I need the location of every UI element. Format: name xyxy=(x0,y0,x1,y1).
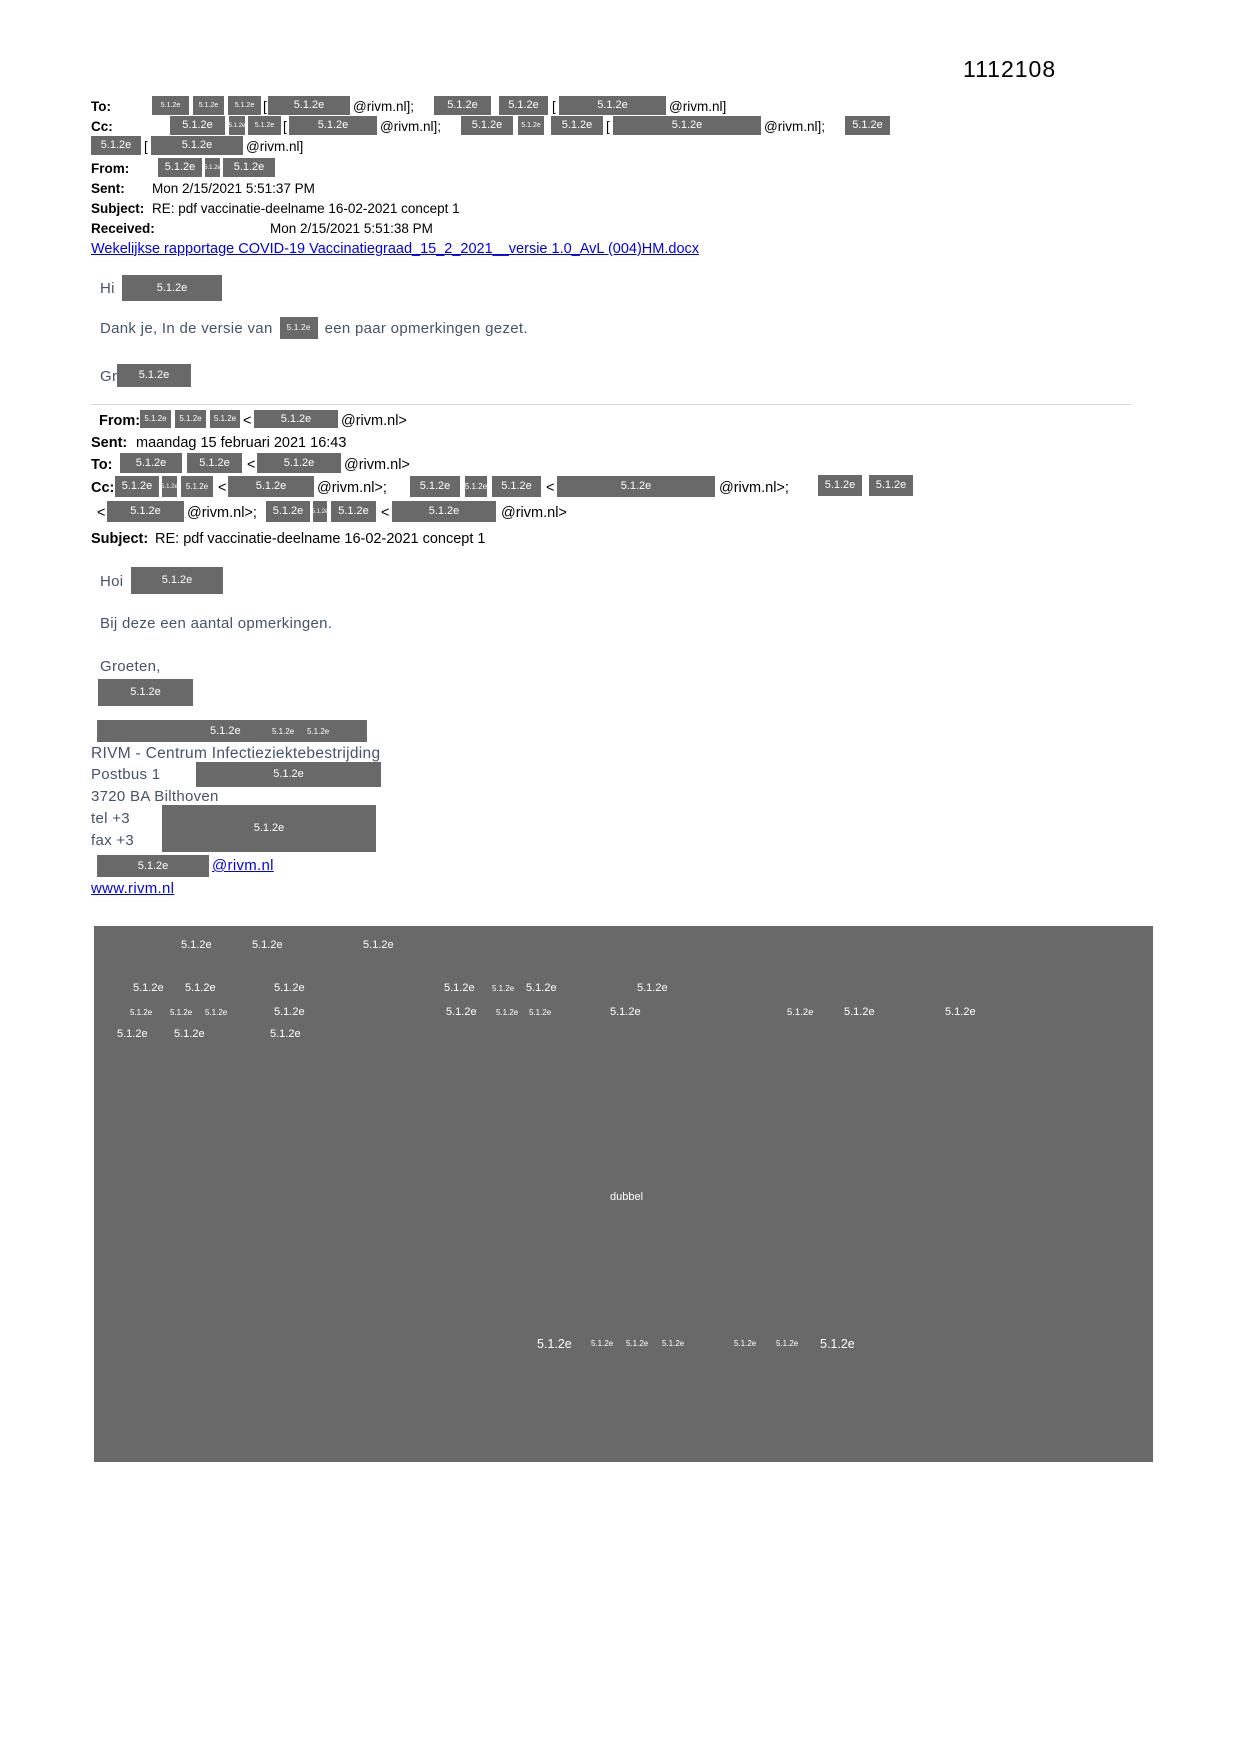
redaction-label: 5.1.2e xyxy=(637,982,668,994)
redaction-box: 5.1.2e xyxy=(158,158,202,177)
redaction-box: 5.1.2e xyxy=(869,475,913,496)
redaction-box: 5.1.2e xyxy=(107,501,184,522)
bracket: [ xyxy=(144,139,148,154)
redaction-label: 5.1.2e xyxy=(274,982,305,994)
redaction-box: 5.1.2e xyxy=(331,501,376,522)
redaction-box: 5.1.2e xyxy=(140,410,171,428)
redaction-label: 5.1.2e xyxy=(945,1006,976,1018)
bracket: [ xyxy=(552,99,556,114)
redaction-box: 5.1.2e xyxy=(228,476,314,497)
divider xyxy=(91,404,1131,405)
redaction-label: 5.1.2e xyxy=(787,1007,814,1018)
rivm-domain: @rivm.nl]; xyxy=(353,99,414,114)
angle-open: < xyxy=(247,457,256,473)
redaction-box: 5.1.2e xyxy=(98,679,193,706)
redaction-label: 5.1.2e xyxy=(117,1028,148,1040)
redaction-label: 5.1.2e xyxy=(591,1339,614,1348)
redaction-label: 5.1.2e xyxy=(270,1028,301,1040)
bracket: [ xyxy=(263,99,267,114)
redaction-box: 5.1.2e xyxy=(392,501,496,522)
redaction-box: 5.1.2e xyxy=(187,453,242,473)
signoff-text: Gr xyxy=(100,368,118,385)
redaction-box: 5.1.2e xyxy=(210,410,240,428)
redaction-label: 5.1.2e xyxy=(537,1337,572,1351)
redaction-box: 5.1.2e xyxy=(162,476,177,497)
redaction-box: 5.1.2e xyxy=(613,116,761,135)
quoted-from-label: From: xyxy=(99,413,141,429)
redaction-box: 5.1.2e xyxy=(266,501,310,522)
quoted-subject-value: RE: pdf vaccinatie-deelname 16-02-2021 concept 1 xyxy=(155,531,486,547)
rivm-domain: @rivm.nl>; xyxy=(719,480,789,496)
angle-open: < xyxy=(546,480,555,496)
to-label: To: xyxy=(91,99,111,114)
redaction-box xyxy=(97,720,367,742)
redaction-label: 5.1.2e xyxy=(492,984,515,993)
redaction-box: 5.1.2e xyxy=(181,476,213,497)
rivm-domain: @rivm.nl> xyxy=(344,457,410,473)
rivm-domain: @rivm.nl]; xyxy=(380,119,441,134)
email-link[interactable]: @rivm.nl xyxy=(212,857,274,874)
address-line: Postbus 1 xyxy=(91,766,161,783)
rivm-domain: @rivm.nl> xyxy=(341,413,407,429)
redaction-box: 5.1.2e xyxy=(551,116,603,135)
bracket: [ xyxy=(283,119,287,134)
redaction-label: 5.1.2e xyxy=(444,982,475,994)
quoted-to-label: To: xyxy=(91,457,113,473)
redaction-box: 5.1.2e xyxy=(131,567,223,594)
redaction-box: 5.1.2e xyxy=(499,96,548,115)
body-text: Bij deze een aantal opmerkingen. xyxy=(100,615,333,632)
redaction-box: 5.1.2e xyxy=(818,475,862,496)
from-label: From: xyxy=(91,161,130,176)
org-name: RIVM - Centrum Infectieziektebestrijding xyxy=(91,745,381,762)
redaction-label: 5.1.2e xyxy=(662,1339,685,1348)
received-label: Received: xyxy=(91,221,155,236)
dubbel-note: dubbel xyxy=(610,1191,644,1203)
rivm-domain: @rivm.nl]; xyxy=(764,119,825,134)
redaction-label: 5.1.2e xyxy=(363,939,394,951)
greeting-text: Hi xyxy=(100,280,115,297)
redaction-box: 5.1.2e xyxy=(280,317,318,339)
redaction-box: 5.1.2e xyxy=(193,96,224,115)
redaction-box: 5.1.2e xyxy=(97,855,209,877)
redaction-box: 5.1.2e xyxy=(257,453,341,473)
redaction-box: 5.1.2e xyxy=(223,158,275,177)
redaction-label: 5.1.2e xyxy=(130,1008,153,1017)
redaction-box: 5.1.2e xyxy=(115,476,159,497)
redaction-box: 5.1.2e xyxy=(170,116,225,135)
subject-label: Subject: xyxy=(91,201,145,216)
redaction-label: 5.1.2e xyxy=(210,725,241,737)
city-line: 3720 BA Bilthoven xyxy=(91,788,219,805)
redaction-label: 5.1.2e xyxy=(610,1006,641,1018)
cc-label: Cc: xyxy=(91,119,113,134)
redaction-box: 5.1.2e xyxy=(117,364,191,387)
quoted-sent-label: Sent: xyxy=(91,435,128,451)
redaction-box: 5.1.2e xyxy=(91,136,141,155)
greeting-text: Hoi xyxy=(100,573,124,590)
redaction-label: 5.1.2e xyxy=(133,982,164,994)
redaction-label: 5.1.2e xyxy=(272,727,295,736)
redaction-label: 5.1.2e xyxy=(820,1337,855,1351)
redaction-label: 5.1.2e xyxy=(526,982,557,994)
redaction-box: 5.1.2e xyxy=(122,275,222,301)
redaction-box: 5.1.2e xyxy=(465,476,487,497)
redaction-label: 5.1.2e xyxy=(205,1008,228,1017)
redaction-label: 5.1.2e xyxy=(844,1006,875,1018)
redaction-box: 5.1.2e xyxy=(268,96,350,115)
redaction-box: 5.1.2e xyxy=(434,96,491,115)
redaction-box: 5.1.2e xyxy=(152,96,189,115)
received-value: Mon 2/15/2021 5:51:38 PM xyxy=(270,221,433,236)
angle-open: < xyxy=(243,413,252,429)
redaction-label: 5.1.2e xyxy=(734,1339,757,1348)
redaction-box: 5.1.2e xyxy=(289,116,377,135)
redaction-label: 5.1.2e xyxy=(446,1006,477,1018)
quoted-cc-label: Cc: xyxy=(91,480,115,496)
sent-label: Sent: xyxy=(91,181,125,196)
fax-line: fax +3 xyxy=(91,832,135,849)
redaction-box: 5.1.2e xyxy=(205,158,220,177)
redaction-box: 5.1.2e xyxy=(845,116,890,135)
redaction-label: 5.1.2e xyxy=(185,982,216,994)
signoff-text: Groeten, xyxy=(100,658,161,675)
redaction-label: 5.1.2e xyxy=(170,1008,193,1017)
angle-open: < xyxy=(97,505,106,521)
angle-open: < xyxy=(381,505,390,521)
rivm-domain: @rivm.nl>; xyxy=(317,480,387,496)
redaction-label: 5.1.2e xyxy=(529,1008,552,1017)
body-text: een paar opmerkingen gezet. xyxy=(324,319,528,337)
quoted-sent-value: maandag 15 februari 2021 16:43 xyxy=(136,435,347,451)
redaction-box: 5.1.2e xyxy=(196,762,381,787)
redaction-box: 5.1.2e xyxy=(410,476,460,497)
redaction-label: 5.1.2e xyxy=(496,1008,519,1017)
attachment-link[interactable]: Wekelijkse rapportage COVID-19 Vaccinatiegraad_15_2_2021__versie 1.0_AvL (004)HM.docx xyxy=(91,241,700,257)
redaction-label: 5.1.2e xyxy=(252,939,283,951)
redaction-box: 5.1.2e xyxy=(151,136,243,155)
doc-number: 1112108 xyxy=(963,56,1057,82)
body-text: Dank je, In de versie van xyxy=(100,319,273,337)
redaction-box: 5.1.2e xyxy=(518,116,544,135)
redaction-box: 5.1.2e xyxy=(120,453,182,473)
redaction-box: 5.1.2e xyxy=(228,96,261,115)
rivm-domain: @rivm.nl] xyxy=(246,139,304,154)
redaction-box: 5.1.2e xyxy=(461,116,513,135)
redaction-box: 5.1.2e xyxy=(175,410,206,428)
website-link[interactable]: www.rivm.nl xyxy=(91,880,175,897)
rivm-domain: @rivm.nl] xyxy=(669,99,727,114)
redaction-box: 5.1.2e xyxy=(492,476,541,497)
redaction-box: 5.1.2e xyxy=(248,116,281,135)
bracket: [ xyxy=(606,119,610,134)
body-line xyxy=(100,317,528,339)
quoted-subject-label: Subject: xyxy=(91,531,149,547)
sent-value: Mon 2/15/2021 5:51:37 PM xyxy=(152,181,315,196)
redaction-box: 5.1.2e xyxy=(559,96,666,115)
redaction-box: 5.1.2e xyxy=(162,805,376,852)
rivm-domain: @rivm.nl> xyxy=(501,505,567,521)
angle-open: < xyxy=(218,480,227,496)
redaction-box: 5.1.2e xyxy=(254,410,338,428)
redaction-label: 5.1.2e xyxy=(626,1339,649,1348)
redaction-box: 5.1.2e xyxy=(557,476,715,497)
redaction-box: 5.1.2e xyxy=(313,501,327,522)
redaction-label: 5.1.2e xyxy=(174,1028,205,1040)
subject-value: RE: pdf vaccinatie-deelname 16-02-2021 concept 1 xyxy=(152,201,460,216)
rivm-domain: @rivm.nl>; xyxy=(187,505,257,521)
redaction-box: 5.1.2e xyxy=(229,116,245,135)
redaction-label: 5.1.2e xyxy=(776,1339,799,1348)
tel-line: tel +3 xyxy=(91,810,130,827)
redaction-label: 5.1.2e xyxy=(307,727,330,736)
redacted-content-block xyxy=(94,926,1153,1462)
redaction-label: 5.1.2e xyxy=(181,939,212,951)
redaction-label: 5.1.2e xyxy=(274,1006,305,1018)
